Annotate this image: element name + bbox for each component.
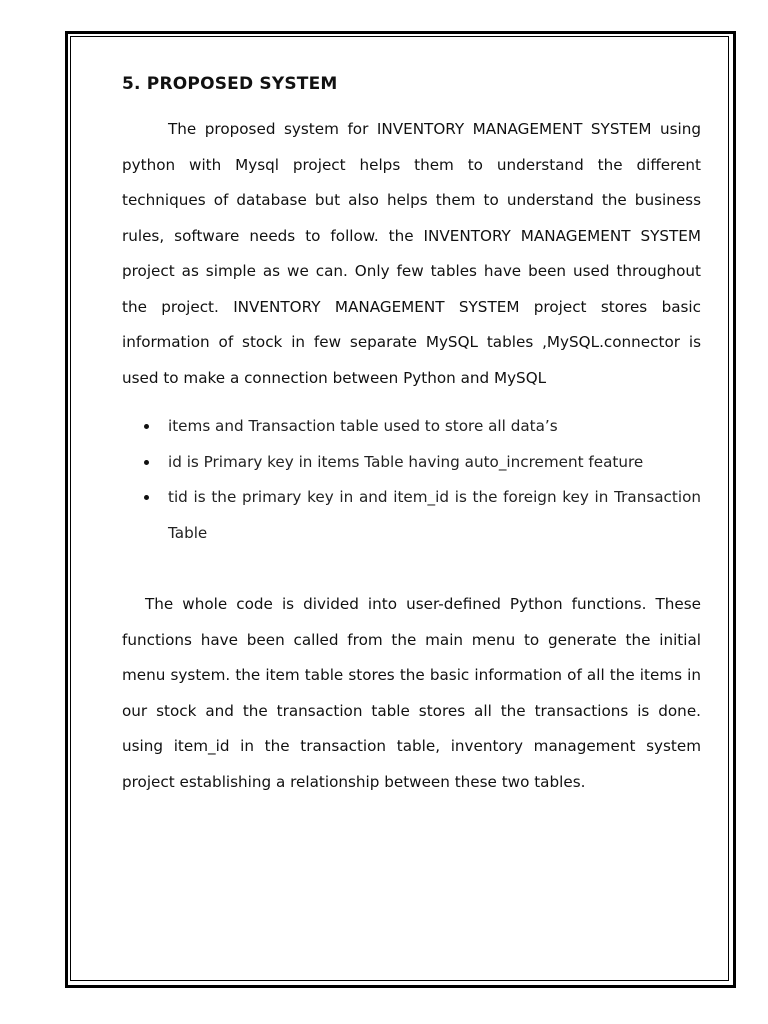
section-heading: 5. PROPOSED SYSTEM	[122, 74, 338, 94]
bullet-text: tid is the primary key in and item_id is the foreign key in Transaction Table	[168, 488, 701, 542]
bullet-item	[122, 445, 701, 481]
bullet-list	[122, 409, 701, 551]
bullet-item	[122, 480, 701, 551]
section-spacer	[122, 551, 701, 587]
page-content	[122, 72, 701, 800]
bullet-icon	[144, 460, 149, 465]
intro-paragraph: The proposed system for INVENTORY MANAGEMENT SYSTEM using python with Mysql project helps them to understand the different techniques of database but also helps them to understand the business rules, software needs to follow. the INVENTORY MANAGEMENT SYSTEM project as simple as we can. Only few tables have been used throughout the project. INVENTORY MANAGEMENT SYSTEM project stores basic information of stock in few separate MySQL tables ,MySQL.connector is used to make a connection between Python and MySQL	[122, 120, 701, 387]
bullet-icon	[144, 424, 149, 429]
bullet-icon	[144, 495, 149, 500]
code-description-paragraph: The whole code is divided into user-defined Python functions. These functions have been called from the main menu to generate the initial menu system. the item table stores the basic information of all the items in our stock and the transaction table stores all the transactions is done. using item_id in the transaction table, inventory management system project establishing a relationship between these two tables.	[122, 595, 701, 791]
bullet-item	[122, 409, 701, 445]
bullet-text: items and Transaction table used to store all data’s	[168, 417, 558, 435]
bullet-text: id is Primary key in items Table having auto_increment feature	[168, 452, 644, 471]
